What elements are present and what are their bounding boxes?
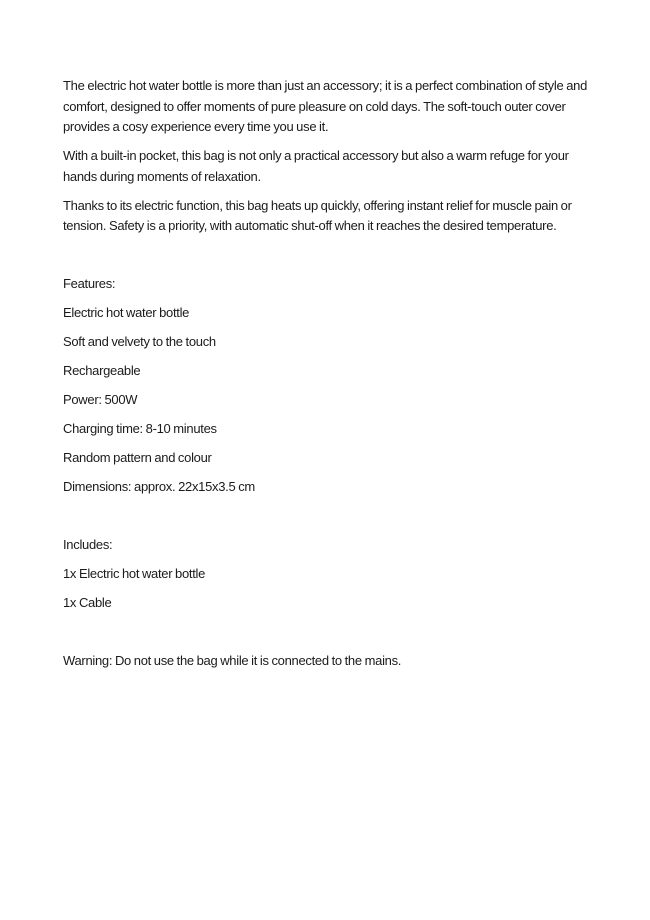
spacer <box>63 245 588 274</box>
warning-text: Warning: Do not use the bag while it is connected to the mains. <box>63 653 402 668</box>
feature-item: Rechargeable <box>63 363 141 378</box>
intro-paragraph-3: Thanks to its electric function, this bag heats up quickly, offering instant relief for muscle pain or tension. Safety is a priority, with automatic shut-off when it reaches the desired temperature. <box>63 197 572 233</box>
feature-item: Power: 500W <box>63 392 138 407</box>
spacer <box>63 506 588 535</box>
spacer <box>63 622 588 651</box>
includes-heading: Includes: <box>63 537 113 552</box>
includes-item: 1x Cable <box>63 595 112 610</box>
includes-item: 1x Electric hot water bottle <box>63 566 206 581</box>
intro-paragraph-2: With a built-in pocket, this bag is not only a practical accessory but also a warm refuge for your hands during moments of relaxation. <box>63 148 569 184</box>
features-heading: Features: <box>63 276 116 291</box>
feature-item: Charging time: 8-10 minutes <box>63 421 217 436</box>
feature-item: Electric hot water bottle <box>63 305 190 320</box>
intro-paragraph-1: The electric hot water bottle is more than just an accessory; it is a perfect combination of style and comfort, designed to offer moments of pure pleasure on cold days. The soft-touch outer cover provides a cosy experience every time you use it. <box>63 78 588 134</box>
feature-item: Soft and velvety to the touch <box>63 334 216 349</box>
feature-item: Random pattern and colour <box>63 450 212 465</box>
feature-item: Dimensions: approx. 22x15x3.5 cm <box>63 479 255 494</box>
